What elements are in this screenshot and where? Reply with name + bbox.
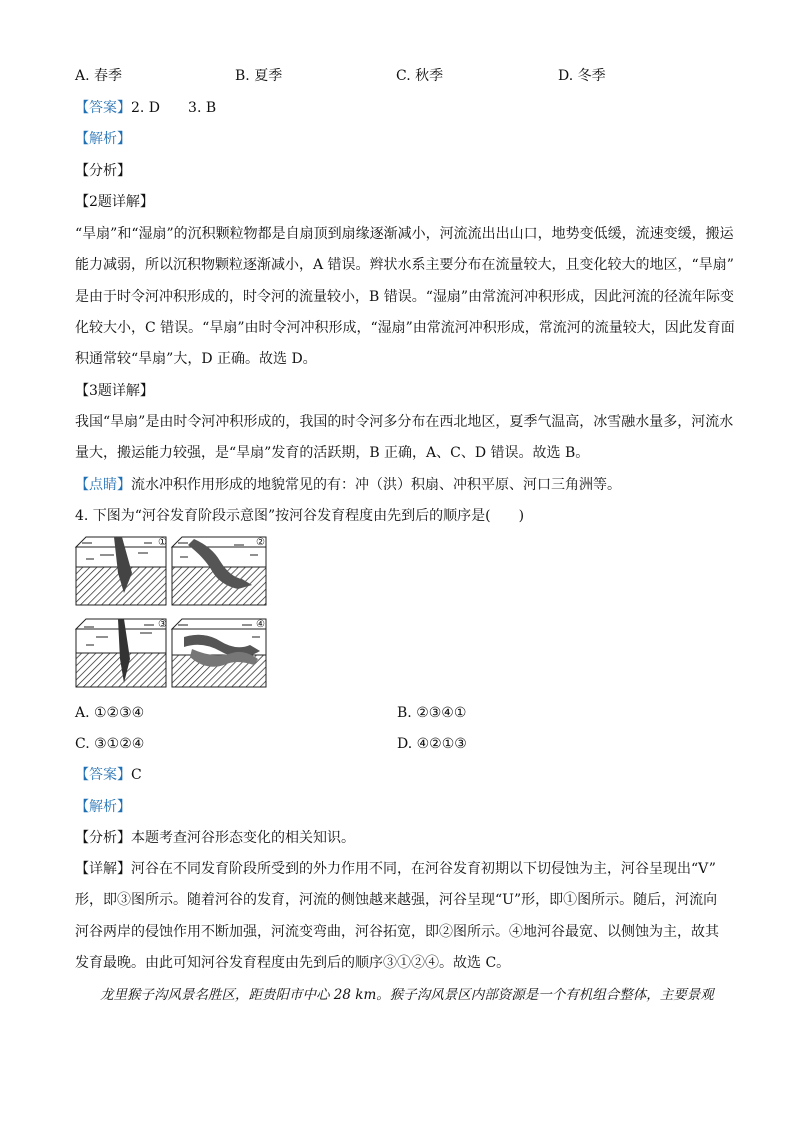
- answer-4-tag: 【答案】: [75, 767, 131, 783]
- q2-detail-line: 积通常较“旱扇”大，D 正确。故选 D。: [75, 351, 317, 367]
- figure-label-4: ④: [256, 619, 265, 630]
- q4-fenxi-tag: 【分析】: [75, 830, 131, 846]
- q3-option-d: D. 冬季: [558, 68, 606, 84]
- next-question-intro: 龙里猴子沟风景名胜区，距贵阳市中心 28 km。猴子沟风景区内部资源是一个有机组合整体，主要景观: [100, 987, 714, 1003]
- q4-detail-line: 形，即③图所示。随着河谷的发育，河流的侧蚀越来越强，河谷呈现“U”形，即①图所示。随后，河流向: [75, 892, 718, 908]
- valley-panel-1: [76, 537, 167, 605]
- q3-detail-tag: 【3题详解】: [75, 383, 154, 399]
- answer-4: [75, 765, 725, 785]
- q4-option-d: D. ④②①③: [397, 736, 467, 752]
- answer-tag: 【答案】: [75, 100, 131, 116]
- dianjing-tag: 【点睛】: [75, 477, 131, 493]
- dianjing: [75, 475, 725, 495]
- valley-panel-4: [172, 619, 266, 687]
- dianjing-text: 流水冲积作用形成的地貌常见的有：冲（洪）积扇、冲积平原、河口三角洲等。: [131, 477, 621, 493]
- answer-4-text: C: [131, 767, 142, 783]
- analysis-tag: 【解析】: [75, 131, 131, 147]
- q4-option-a: A. ①②③④: [75, 705, 145, 721]
- q4-option-b: B. ②③④①: [397, 705, 467, 721]
- q3-option-c: C. 秋季: [396, 68, 444, 84]
- valley-panel-2: [172, 537, 266, 605]
- fenxi-tag: 【分析】: [75, 163, 131, 179]
- q4-fenxi-text: 本题考查河谷形态变化的相关知识。: [131, 830, 355, 846]
- q2-detail-line: “旱扇”和“湿扇”的沉积颗粒物都是自扇顶到扇缘逐渐减小，河流流出出山口，地势变低缓，流速变缓，搬运: [75, 226, 734, 242]
- q4-detail-tag: 【详解】: [75, 861, 131, 877]
- q2-detail-line: 能力减弱，所以沉积物颗粒逐渐减小，A 错误。辫状水系主要分布在流量较大，且变化较大的地区，“旱扇”: [75, 257, 734, 273]
- figure-label-3: ③: [158, 619, 167, 630]
- q2-detail-line: 是由于时令河冲积形成的，时令河的流量较小，B 错误。“湿扇”由常流河冲积形成，因此河流的径流年际变: [75, 289, 735, 305]
- q3-option-a: A. 春季: [75, 68, 123, 84]
- q3-detail-line: 量大，搬运能力较强，是“旱扇”发育的活跃期，B 正确，A、C、D 错误。故选 B。: [75, 445, 590, 461]
- answer-2-3: [75, 98, 725, 118]
- q3-detail-line: 我国“旱扇”是由时令河冲积形成的，我国的时令河多分布在西北地区，夏季气温高，冰雪融水量多，河流水: [75, 414, 734, 430]
- q2-detail-line: 化较大小，C 错误。“旱扇”由时令河冲积形成，“湿扇”由常流河冲积形成，常流河的流量较大，因此发育面: [75, 320, 735, 336]
- q4-analysis-tag: 【解析】: [75, 799, 131, 815]
- valley-panel-3: [76, 619, 167, 687]
- q4-fenxi: [75, 828, 725, 848]
- q3-option-b: B. 夏季: [235, 68, 283, 84]
- q4-detail-first: [75, 859, 725, 879]
- figure-label-2: ②: [256, 537, 265, 548]
- q4-detail-line: 发育最晚。由此可知河谷发育程度由先到后的顺序③①②④。故选 C。: [75, 955, 511, 971]
- q2-detail-tag: 【2题详解】: [75, 194, 154, 210]
- q4-detail-line: 河谷在不同发育阶段所受到的外力作用不同，在河谷发育初期以下切侵蚀为主，河谷呈现出“V”: [131, 861, 716, 877]
- answer-text: 2. D 3. B: [131, 100, 217, 116]
- figure-label-1: ①: [158, 537, 167, 548]
- q4-option-c: C. ③①②④: [75, 736, 145, 752]
- river-valley-figure: [74, 533, 274, 691]
- q4-detail-line: 河谷两岸的侵蚀作用不断加强，河流变弯曲，河谷拓宽，即②图所示。④地河谷最宽、以侧蚀为主，故其: [75, 924, 719, 940]
- q4-stem: 4. 下图为“河谷发育阶段示意图”按河谷发育程度由先到后的顺序是( ): [75, 508, 525, 524]
